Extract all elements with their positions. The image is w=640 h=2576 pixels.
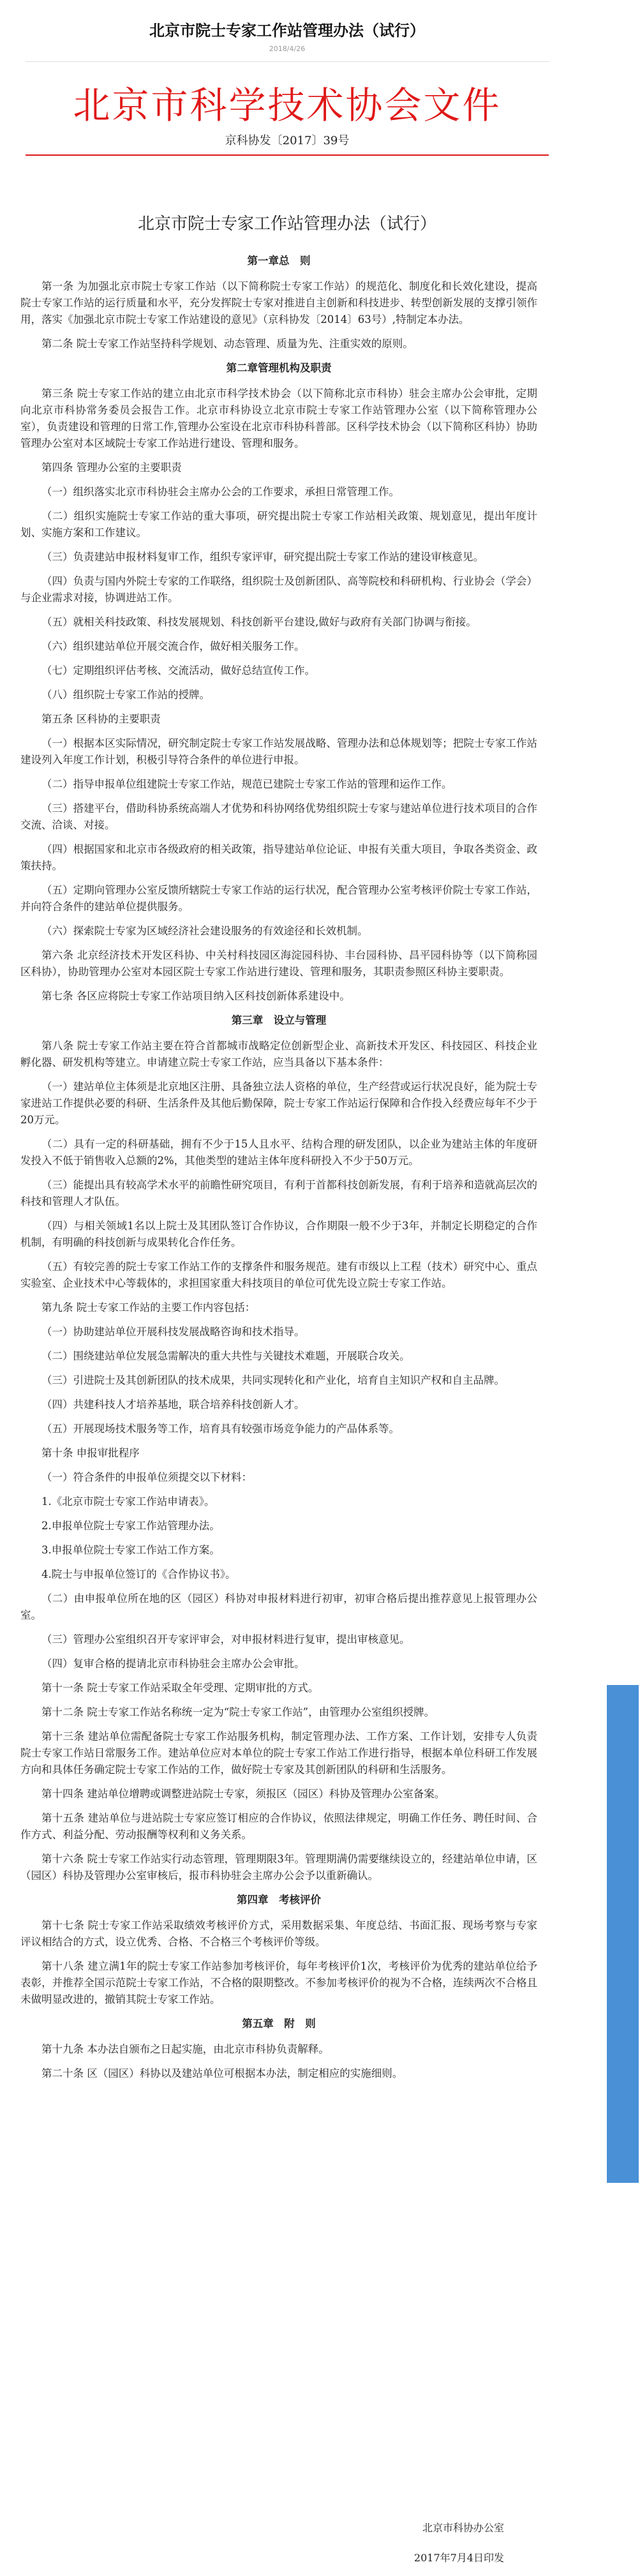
paragraph: 第十五条 建站单位与进站院士专家应签订相应的合作协议，依照法律规定，明确工作任务、聘任时间、合作方式、利益分配、劳动报酬等权利和义务关系。 (20, 1812, 537, 1841)
paragraph: 第七条 各区应将院士专家工作站项目纳入区科技创新体系建设中。 (41, 990, 350, 1002)
paragraph: 第六条 北京经济技术开发区科协、中关村科技园区海淀园科协、丰台园科协、昌平园科协等（以下简称园区科协），协助管理办公室对本园区院士专家工作站进行建设、管理和服务，其职责参照区科协主要职责。 (20, 949, 537, 978)
issuer: 北京市科协办公室 (422, 2522, 504, 2534)
paragraph: （八）组织院士专家工作站的授牌。 (41, 689, 210, 701)
paragraph: （一）协助建站单位开展科技发展战略咨询和技术指导。 (41, 1326, 305, 1338)
paragraph: 第五条 区科协的主要职责 (41, 713, 161, 725)
sidebar-banner[interactable] (607, 1685, 639, 2183)
document-title: 北京市院士专家工作站管理办法（试行） (137, 214, 436, 234)
paragraph: （七）定期组织评估考核、交流活动，做好总结宣传工作。 (41, 664, 315, 677)
paragraph: 第四条 管理办公室的主要职责 (41, 461, 182, 474)
paragraph: （二）指导申报单位组建院士专家工作站，规范已建院士专家工作站的管理和运作工作。 (41, 778, 452, 790)
chapter-heading: 第二章管理机构及职责 (226, 362, 332, 374)
paragraph: （五）开展现场技术服务等工作，培育具有较强市场竞争能力的产品体系等。 (41, 1423, 399, 1435)
paragraph: （四）复审合格的提请北京市科协驻会主席办公会审批。 (41, 1658, 305, 1670)
paragraph: 第十七条 院士专家工作站采取绩效考核评价方式，采用数据采集、年度总结、书面汇报、现场考察与专家评议相结合的方式，设立优秀、合格、不合格三个考核评价等级。 (20, 1919, 537, 1948)
paragraph: 1.《北京市院士专家工作站申请表》。 (41, 1495, 215, 1508)
document-number: 京科协发〔2017〕39号 (225, 134, 350, 147)
paragraph: 第三条 院士专家工作站的建立由北京市科学技术协会（以下简称北京市科协）驻会主席办公会审批，定期向北京市科协常务委员会报告工作。北京市科协设立北京市院士专家工作站管理办公室（以下简称管理办公室），负责建设和管理的日常工作,管理办公室设在北京市科协科普部。区科学技术协会（以下简称区科协）协助管理办公室对本区域院士专家工作站进行建设、管理和服务。 (20, 387, 537, 449)
red-divider (26, 154, 549, 156)
document-body (20, 246, 537, 2090)
divider (26, 61, 549, 62)
paragraph: （三）搭建平台，借助科协系统高端人才优势和科协网络优势组织院士专家与建站单位进行技术项目的合作交流、洽谈、对接。 (20, 802, 537, 831)
print-date: 2017年7月4日印发 (413, 2552, 504, 2564)
paragraph: （四）负责与国内外院士专家的工作联络，组织院士及创新团队、高等院校和科研机构、行业协会（学会）与企业需求对接，协调进站工作。 (20, 575, 537, 604)
paragraph: 第一条 为加强北京市院士专家工作站（以下简称院士专家工作站）的规范化、制度化和长效化建设，提高院士专家工作站的运行质量和水平，充分发挥院士专家对推进自主创新和科技进步、转型创新发展的支撑引领作用，落实《加强北京市院士专家工作站建设的意见》（京科协发〔2014〕63号）,特制定本办法。 (20, 280, 537, 326)
paragraph: 第十九条 本办法自颁布之日起实施，由北京市科协负责解释。 (41, 2043, 329, 2055)
chapter-heading: 第五章 附 则 (242, 2018, 316, 2030)
paragraph: 第十六条 院士专家工作站实行动态管理，管理期限3年。管理期满仍需要继续设立的，经建站单位申请，区（园区）科协及管理办公室审核后，报市科协驻会主席办公会予以重新确认。 (20, 1853, 537, 1882)
paragraph: （六）探索院士专家为区域经济社会建设服务的有效途径和长效机制。 (41, 925, 368, 937)
paragraph: （五）有较完善的院士专家工作站工作的支撑条件和服务规范。建有市级以上工程（技术）研究中心、重点实验室、企业技术中心等载体的，求担国家重大科技项目的单位可优先设立院士专家工作站。 (20, 1261, 537, 1289)
paragraph: （三）引进院士及其创新团队的技术成果，共同实现转化和产业化，培育自主知识产权和自主品牌。 (41, 1374, 505, 1386)
paragraph: 第十一条 院士专家工作站采取全年受理、定期审批的方式。 (41, 1682, 319, 1694)
chapter-heading: 第三章 设立与管理 (231, 1014, 327, 1026)
chapter-heading: 第一章总 则 (247, 255, 311, 267)
paragraph: （三）负责建站申报材料复审工作，组织专家评审，研究提出院士专家工作站的建设审核意见。 (41, 551, 484, 563)
paragraph: （二）围绕建站单位发展急需解决的重大共性与关键技术难题，开展联合攻关。 (41, 1350, 410, 1362)
paragraph: 第十四条 建站单位增聘或调整进站院士专家，须报区（园区）科协及管理办公室备案。 (41, 1788, 445, 1800)
paragraph: 第二条 院士专家工作站坚持科学规划、动态管理、质量为先、注重实效的原则。 (41, 338, 413, 350)
paragraph: 3.申报单位院士专家工作站工作方案。 (41, 1544, 220, 1556)
page-title: 北京市院士专家工作站管理办法（试行） (149, 22, 425, 40)
paragraph: （三）管理办公室组织召开专家评审会，对申报材料进行复审，提出审核意见。 (41, 1633, 410, 1645)
paragraph: 第十条 申报审批程序 (41, 1447, 140, 1459)
paragraph: （六）组织建站单位开展交流合作，做好相关服务工作。 (41, 640, 305, 652)
paragraph: （五）定期向管理办公室反馈所辖院士专家工作站的运行状况，配合管理办公室考核评价院士专家工作站，并向符合条件的建站单位提供服务。 (20, 884, 537, 913)
paragraph: （一）建站单位主体须是北京地区注册、具备独立法人资格的单位，生产经营或运行状况良好，能为院士专家进站工作提供必要的科研、生活条件及其他后勤保障，院士专家工作站运行保障和合作投入经费应每年不少于20万元。 (20, 1081, 537, 1126)
paragraph: （四）与相关领域1名以上院士及其团队签订合作协议，合作期限一般不少于3年，并制定长期稳定的合作机制，有明确的科技创新与成果转化合作任务。 (20, 1220, 537, 1248)
red-heading: 北京市科学技术协会文件 (73, 84, 502, 127)
paragraph: 第十二条 院士专家工作站名称统一定为“院士专家工作站”，由管理办公室组织授牌。 (41, 1706, 435, 1718)
paragraph: 第十三条 建站单位需配备院士专家工作站服务机构，制定管理办法、工作方案、工作计划，安排专人负责院士专家工作站日常服务工作。建站单位应对本单位的院士专家工作站工作进行指导，根据本单位科研工作发展方向和具体任务确定院士专家工作站的工作，做好院士专家及其创新团队的科研和生活服务。 (20, 1730, 537, 1776)
paragraph: （三）能提出具有较高学术水平的前瞻性研究项目，有利于首都科技创新发展，有利于培养和造就高层次的科技和管理人才队伍。 (20, 1179, 537, 1208)
paragraph: 2.申报单位院士专家工作站管理办法。 (41, 1520, 220, 1532)
paragraph: 4.院士与申报单位签订的《合作协议书》。 (41, 1568, 236, 1580)
paragraph: （二）组织实施院士专家工作站的重大事项，研究提出院士专家工作站相关政策、规划意见，提出年度计划、实施方案和工作建议。 (20, 510, 537, 539)
paragraph: （四）共建科技人才培养基地，联合培养科技创新人才。 (41, 1398, 305, 1411)
paragraph: 第八条 院士专家工作站主要在符合首都城市战略定位创新型企业、高新技术开发区、科技园区、科技企业孵化器、研发机构等建立。申请建立院士专家工作站，应当具备以下基本条件： (20, 1040, 537, 1068)
paragraph: 第九条 院士专家工作站的主要工作内容包括： (41, 1301, 256, 1314)
publish-date: 2018/4/26 (269, 45, 306, 53)
paragraph: （一）根据本区实际情况，研究制定院士专家工作站发展战略、管理办法和总体规划等；把院士专家工作站建设列入年度工作计划，积极引导符合条件的单位进行申报。 (20, 737, 537, 766)
paragraph: 第二十条 区（园区）科协以及建站单位可根据本办法，制定相应的实施细则。 (41, 2067, 403, 2079)
chapter-heading: 第四章 考核评价 (237, 1894, 321, 1906)
paragraph: （四）根据国家和北京市各级政府的相关政策，指导建站单位论证、申报有关重大项目，争取各类资金、政策扶持。 (20, 843, 537, 872)
paragraph: （五）就相关科技政策、科技发展规划、科技创新平台建设,做好与政府有关部门协调与衔接。 (41, 616, 477, 628)
paragraph: 第十八条 建立满1年的院士专家工作站参加考核评价，每年考核评价1次，考核评价为优秀的建站单位给予表彰，并推荐全国示范院士专家工作站，不合格的限期整改。不参加考核评价的视为不合格，连续两次不合格且未做明显改进的，撤销其院士专家工作站。 (20, 1960, 537, 2005)
paragraph: （二）由申报单位所在地的区（园区）科协对申报材料进行初审，初审合格后提出推荐意见上报管理办公室。 (20, 1592, 537, 1621)
paragraph: （一）组织落实北京市科协驻会主席办公会的工作要求，承担日常管理工作。 (41, 486, 399, 498)
paragraph: （二）具有一定的科研基础，拥有不少于15人且水平、结构合理的研发团队，以企业为建站主体的年度研发投入不低于销售收入总额的2%，其他类型的建站主体年度科研投入不少于50万元。 (20, 1138, 537, 1167)
right-sidebar (589, 0, 640, 2576)
paragraph: （一）符合条件的申报单位须提交以下材料： (41, 1471, 252, 1483)
